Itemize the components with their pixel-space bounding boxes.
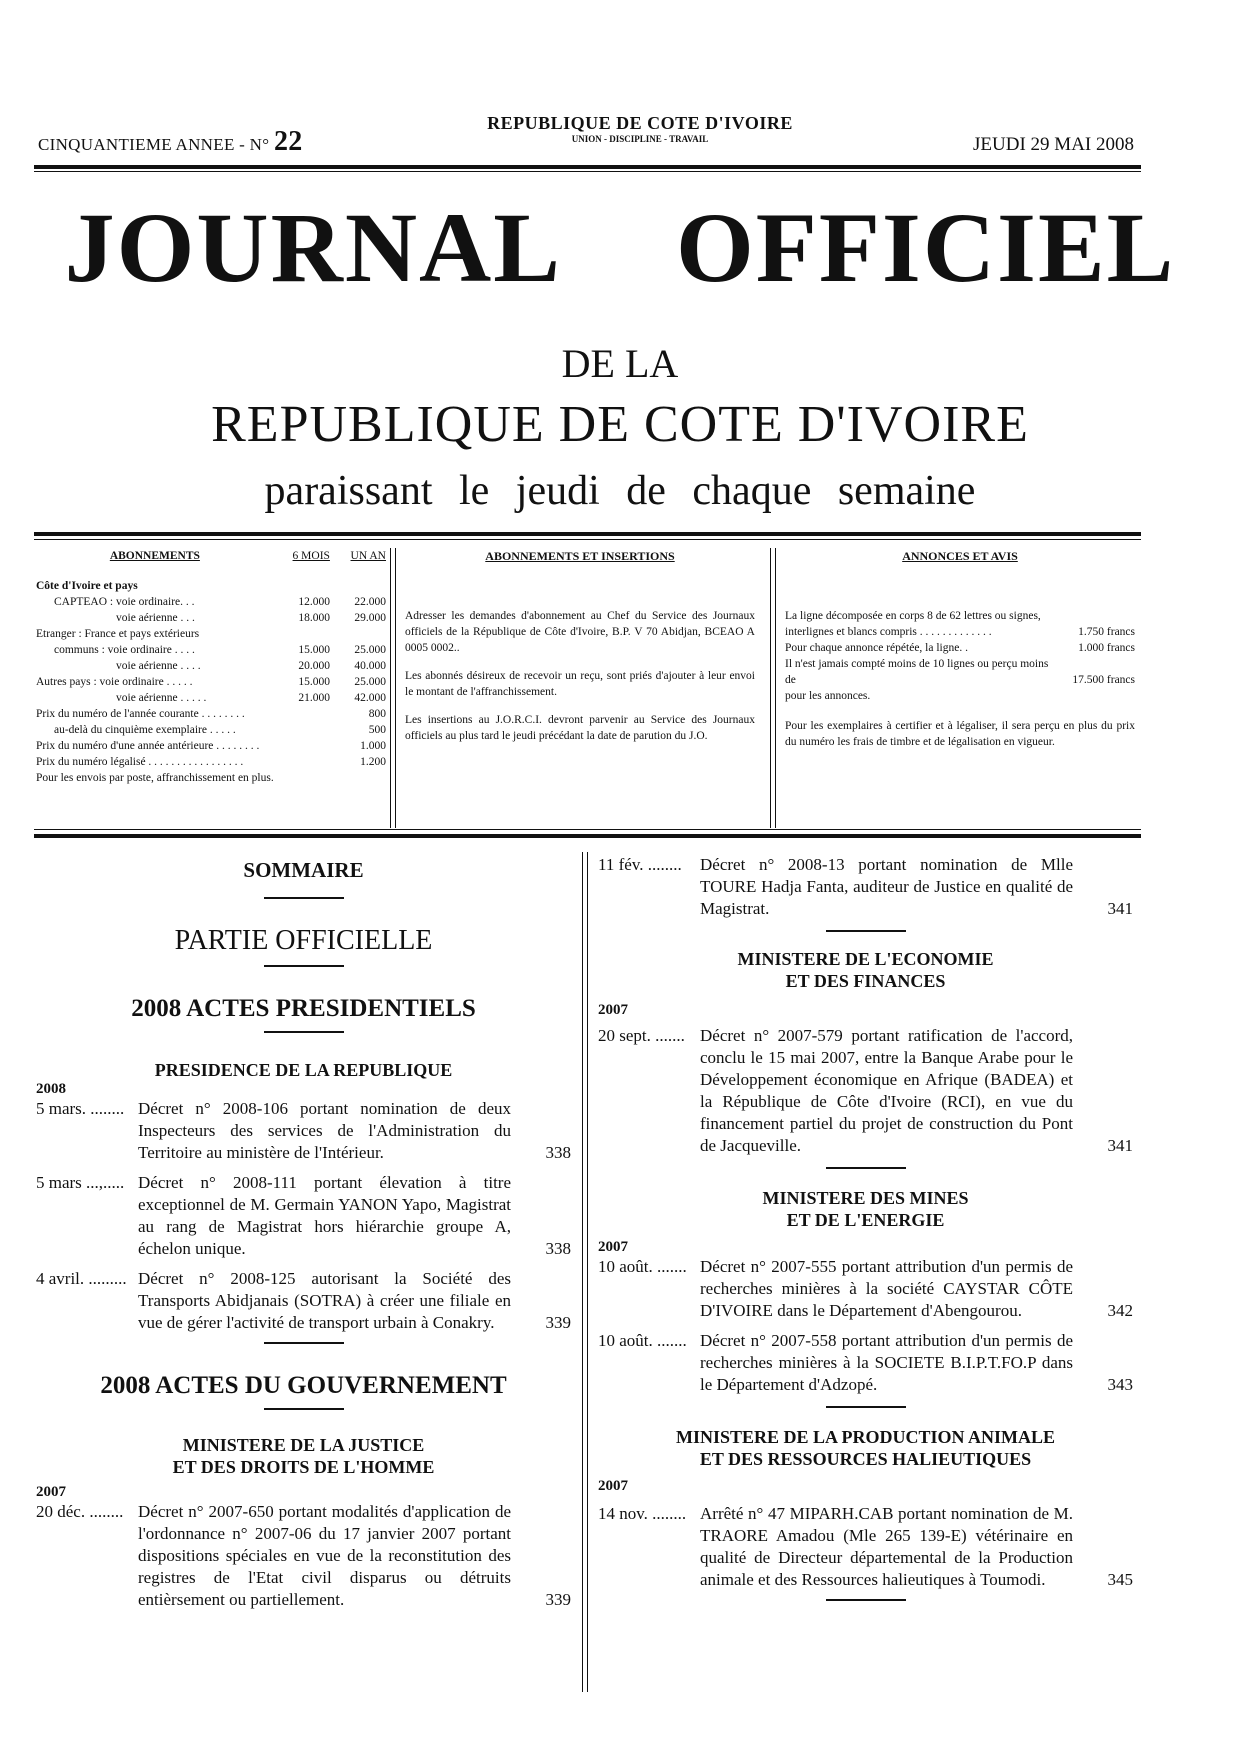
- subscription-row: [36, 722, 386, 738]
- subscription-row: [36, 706, 386, 722]
- rate-min-value: 17.500 francs: [1072, 674, 1135, 686]
- masthead-de-la: DE LA: [561, 341, 679, 386]
- entry-page: 339: [545, 1590, 571, 1609]
- subscription-unan: 1.000: [360, 740, 386, 752]
- subscription-unan: 800: [368, 708, 386, 720]
- sommaire-entry: [598, 1330, 1133, 1396]
- subscription-row: [36, 674, 386, 690]
- subscription-6mois: [274, 770, 330, 786]
- actes-gouvernement-heading: 2008 ACTES DU GOUVERNEMENT: [100, 1372, 507, 1399]
- subscription-6mois: 18.000: [298, 612, 330, 624]
- announcements-box: [785, 548, 1135, 825]
- entry-date: 5 mars. ........: [36, 1099, 125, 1118]
- republic-motto: UNION - DISCIPLINE - TRAVAIL: [571, 134, 709, 144]
- subscription-unan: 22.000: [354, 596, 386, 608]
- subscription-row: [36, 626, 386, 642]
- divider: [826, 1599, 906, 1601]
- subscription-label: Autres pays : voie ordinaire . . . . .: [36, 676, 193, 688]
- subscription-label: voie aérienne . . . . .: [116, 692, 207, 704]
- entry-text: Décret n° 2007-579 portant ratification de l'accord, conclu le 15 mai 2007, entre la Banque Arabe pour le Développement économique en Afrique (BADEA) et la République de Côte d'Ivoire (RCI), en vue du financement partiel du projet de construction du Pont de Jacqueville.: [700, 1026, 1073, 1155]
- entry-page: 338: [545, 1239, 571, 1258]
- entry-page: 345: [1107, 1570, 1133, 1589]
- insertions-address: Adresser les demandes d'abonnement au Chef du Service des Journaux officiels de la République de Côte d'Ivoire, B.P. V 70 Abidjan, BCEAO A 0005 0002..: [405, 610, 755, 654]
- subscription-unan: 1.200: [360, 756, 386, 768]
- sommaire-right-column: [598, 854, 1133, 1601]
- insertions-head: ABONNEMENTS ET INSERTIONS: [485, 549, 675, 563]
- entry-date: 11 fév. ........: [598, 855, 682, 874]
- sommaire-entry: [598, 1503, 1133, 1591]
- masthead-frequency: paraissant le jeudi de chaque semaine: [264, 468, 976, 514]
- subscription-unan: [330, 626, 386, 642]
- subscription-6mois: [274, 626, 330, 642]
- subscription-row: [36, 658, 386, 674]
- masthead-republic: REPUBLIQUE DE COTE D'IVOIRE: [211, 396, 1029, 453]
- issue-date: JEUDI 29 MAI 2008: [973, 134, 1134, 155]
- subscription-label: Etranger : France et pays extérieurs: [36, 628, 200, 640]
- economie-heading: MINISTERE DE L'ECONOMIE ET DES FINANCES: [737, 949, 994, 991]
- subscription-unan: 29.000: [354, 612, 386, 624]
- subscription-label: communs : voie ordinaire . . . .: [54, 644, 195, 656]
- entry-text: Décret n° 2007-650 portant modalités d'application de l'ordonnance n° 2007-06 du 17 janvier 2007 portant dispositions spéciales en vue de la reconstitution des registres de l'Etat civil disparus ou détruits entièrsement ou partiellement.: [138, 1502, 511, 1609]
- entry-date: 14 nov. ........: [598, 1504, 687, 1523]
- legalisation-note: Pour les exemplaires à certifier et à légaliser, il sera perçu en plus du prix du numéro les frais de timbre et de légalisation en vigueur.: [785, 720, 1135, 748]
- mines-entries: [598, 1256, 1133, 1396]
- title-word-journal: JOURNAL: [64, 192, 562, 303]
- subscription-6mois: [274, 722, 330, 738]
- subscription-unan: [330, 770, 386, 786]
- subscriptions-col-unan: UN AN: [350, 550, 386, 562]
- subscription-unan: 25.000: [354, 644, 386, 656]
- sommaire-entry: [36, 1172, 571, 1260]
- subscription-unan: 40.000: [354, 660, 386, 672]
- announcements-head: ANNONCES ET AVIS: [902, 549, 1018, 563]
- box-separator: [770, 548, 776, 828]
- subscription-row: [36, 642, 386, 658]
- subscription-label: au-delà du cinquième exemplaire . . . . .: [54, 724, 236, 736]
- justice-heading: MINISTERE DE LA JUSTICE ET DES DROITS DE L'HOMME: [172, 1435, 435, 1477]
- rate-line-label: La ligne décomposée en corps 8 de 62 lettres ou signes, interlignes et blancs compris . . . . . . . . . . . . .: [785, 610, 1041, 638]
- insertions-deadline: Les insertions au J.O.R.C.I. devront parvenir au Service des Journaux officiels au plus tard le jeudi précédant la date de parution du J.O.: [405, 714, 755, 742]
- sommaire-entry: [598, 1256, 1133, 1322]
- subscription-unan: [330, 578, 386, 594]
- economie-entries: [598, 1025, 1133, 1157]
- entry-date: 10 août. .......: [598, 1257, 687, 1276]
- year-label: CINQUANTIEME ANNEE - N°: [38, 135, 270, 154]
- subscription-6mois: 15.000: [298, 644, 330, 656]
- subscription-unan: 42.000: [354, 692, 386, 704]
- subscription-6mois: [274, 706, 330, 722]
- subscription-row: [36, 594, 386, 610]
- subscription-6mois: [274, 578, 330, 594]
- rate-repeat-value: 1.000 francs: [1078, 642, 1135, 654]
- entry-date: 10 août. .......: [598, 1331, 687, 1350]
- sommaire-left-column: [36, 858, 571, 1611]
- justice-entries: [36, 1501, 571, 1611]
- subscription-label: Prix du numéro de l'année courante . . . . . . . .: [36, 708, 245, 720]
- boxes-rule-thin: [34, 829, 1141, 830]
- title-word-officiel: OFFICIEL: [675, 192, 1176, 303]
- presidence-year: 2008: [36, 1081, 66, 1097]
- entry-page: 341: [1107, 1136, 1133, 1155]
- subscription-label: Prix du numéro d'une année antérieure . . . . . . . .: [36, 740, 260, 752]
- entry-text: Décret n° 2008-111 portant élevation à titre exceptionnel de M. Germain YANON Yapo, Magistrat au rang de Magistrat hors hiérarchie groupe A, échelon unique.: [138, 1173, 511, 1258]
- entry-text: Décret n° 2007-555 portant attribution d'un permis de recherches minières à la société CAYSTAR CÔTE D'IVOIRE dans le Département d'Abengourou.: [700, 1257, 1073, 1320]
- subscription-row: [36, 578, 386, 594]
- insertions-box: [405, 548, 755, 825]
- entry-text: Décret n° 2008-106 portant nomination de deux Inspecteurs des services de l'Administration du Territoire au ministère de l'Intérieur.: [138, 1099, 511, 1162]
- subscriptions-col-6mois: 6 MOIS: [292, 550, 330, 562]
- subscription-row: [36, 754, 386, 770]
- entry-text: Décret n° 2008-125 autorisant la Société des Transports Abidjanais (SOTRA) à créer une filiale en vue de gérer l'activité de transport urbain à Conakry.: [138, 1269, 511, 1332]
- mines-year: 2007: [598, 1239, 628, 1255]
- entry-page: 342: [1107, 1301, 1133, 1320]
- production-entries: [598, 1503, 1133, 1591]
- entry-text: Décret n° 2007-558 portant attribution d'un permis de recherches minières à la SOCIETE B.I.P.T.FO.P dans le Département d'Adzopé.: [700, 1331, 1073, 1394]
- entry-page: 341: [1107, 899, 1133, 918]
- sommaire-entry: [598, 1025, 1133, 1157]
- rate-repeat-label: Pour chaque annonce répétée, la ligne. .: [785, 642, 968, 654]
- republic-name: REPUBLIQUE DE COTE D'IVOIRE: [487, 113, 793, 133]
- subscriptions-box: [36, 548, 386, 825]
- justice-year: 2007: [36, 1484, 66, 1500]
- entry-date: 20 sept. .......: [598, 1026, 685, 1045]
- header-rule: [34, 165, 1141, 169]
- subscription-6mois: 20.000: [298, 660, 330, 672]
- insertions-receipt: Les abonnés désireux de recevoir un reçu, sont priés d'ajouter à leur envoi le montant de l'affranchissement.: [405, 670, 755, 698]
- masthead-title: [0, 192, 1240, 303]
- production-year: 2007: [598, 1478, 628, 1494]
- subscription-label: CAPTEAO : voie ordinaire. . .: [54, 596, 195, 608]
- announcements-rates: [785, 608, 1135, 704]
- subscription-row: [36, 770, 386, 786]
- entry-text: Décret n° 2008-13 portant nomination de Mlle TOURE Hadja Fanta, auditeur de Justice en qualité de Magistrat.: [700, 855, 1073, 918]
- subscription-6mois: [274, 754, 330, 770]
- subscription-row: [36, 738, 386, 754]
- entry-page: 338: [545, 1143, 571, 1162]
- subscription-label: Côte d'Ivoire et pays: [36, 580, 138, 592]
- economie-year: 2007: [598, 1002, 628, 1018]
- entry-date: 20 déc. ........: [36, 1502, 124, 1521]
- rate-line-value: 1.750 francs: [1078, 626, 1135, 638]
- entry-date: 5 mars ...,.....: [36, 1173, 125, 1192]
- subscription-label: Prix du numéro légalisé . . . . . . . . . . . . . . . . .: [36, 756, 244, 768]
- entry-date: 4 avril. .........: [36, 1269, 127, 1288]
- subscription-6mois: [274, 738, 330, 754]
- masthead-rule: [34, 532, 1141, 536]
- rate-min-tail: pour les annonces.: [785, 690, 871, 702]
- production-heading: MINISTERE DE LA PRODUCTION ANIMALE ET DES RESSOURCES HALIEUTIQUES: [675, 1427, 1056, 1469]
- sommaire-title: SOMMAIRE: [243, 858, 364, 882]
- issue-number: 22: [273, 126, 303, 157]
- subscription-6mois: 12.000: [298, 596, 330, 608]
- rate-min-label: Il n'est jamais compté moins de 10 lignes ou perçu moins de: [785, 658, 1049, 686]
- entry-page: 343: [1107, 1375, 1133, 1394]
- actes-presidentiels-heading: 2008 ACTES PRESIDENTIELS: [131, 995, 476, 1022]
- subscription-label: voie aérienne . . .: [116, 612, 195, 624]
- subscriptions-head: ABONNEMENTS: [109, 550, 200, 562]
- subscription-row: [36, 610, 386, 626]
- republic-block: [470, 113, 810, 144]
- sommaire-entry: [36, 1501, 571, 1611]
- presidence-heading: PRESIDENCE DE LA REPUBLIQUE: [154, 1060, 453, 1080]
- subscription-6mois: 15.000: [298, 676, 330, 688]
- sommaire-entry: [36, 1098, 571, 1164]
- masthead-rule-thin: [34, 539, 1141, 540]
- subscription-row: [36, 690, 386, 706]
- subscription-unan: 25.000: [354, 676, 386, 688]
- sommaire-entry: [598, 854, 1133, 920]
- issue-label: [38, 126, 303, 158]
- box-separator: [390, 548, 396, 828]
- boxes-rule: [34, 834, 1141, 838]
- column-separator: [582, 852, 588, 1692]
- sommaire-entry: [36, 1268, 571, 1334]
- header-rule-thin: [34, 171, 1141, 172]
- justice-entries-continued: [598, 854, 1133, 920]
- mines-heading: MINISTERE DES MINES ET DE L'ENERGIE: [762, 1188, 969, 1230]
- subscription-label: voie aérienne . . . .: [116, 660, 201, 672]
- subscription-unan: 500: [368, 724, 386, 736]
- subscriptions-table: [36, 548, 386, 786]
- subscription-6mois: 21.000: [298, 692, 330, 704]
- subscription-label: Pour les envois par poste, affranchissement en plus.: [36, 772, 274, 784]
- entry-page: 339: [545, 1313, 571, 1332]
- presidence-entries: [36, 1098, 571, 1334]
- entry-text: Arrêté n° 47 MIPARH.CAB portant nomination de M. TRAORE Amadou (Mle 265 139-E) vétérinaire en qualité de Directeur départemental de la Production animale et des Ressources halieutiques à Toumodi.: [700, 1504, 1073, 1589]
- partie-officielle-heading: PARTIE OFFICIELLE: [174, 925, 433, 956]
